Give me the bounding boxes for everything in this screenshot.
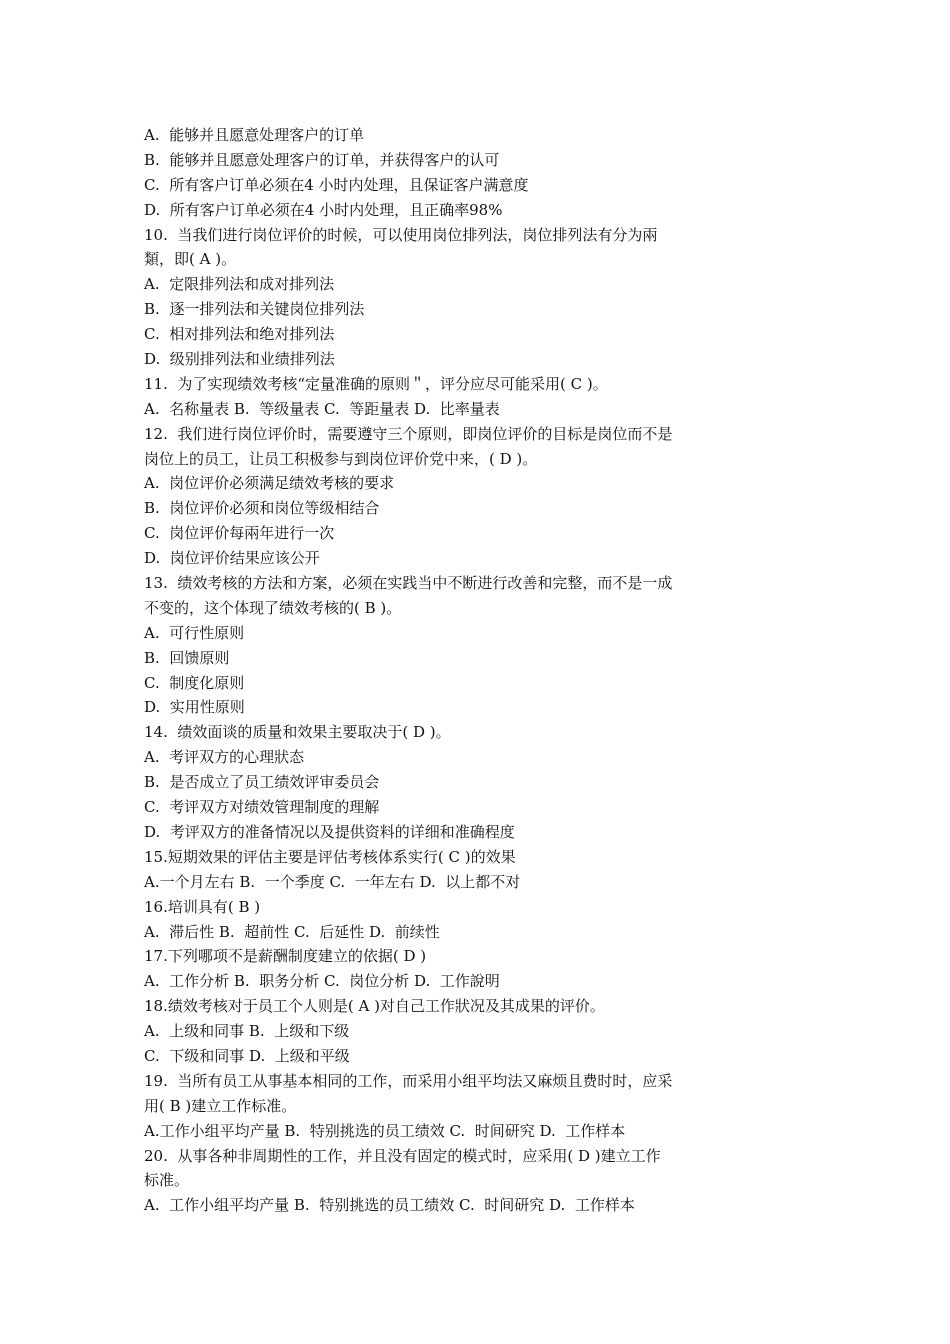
- text-line: C. 所有客户订单必须在4 小时内处理，且保证客户满意度: [144, 175, 529, 194]
- text-line: D. 实用性原则: [144, 698, 245, 717]
- text-line: 14. 绩效面谈的质量和效果主要取决于( D )。: [144, 723, 451, 742]
- text-line: B. 能够并且愿意处理客户的订单，并获得客户的认可: [144, 150, 500, 169]
- text-line: B. 岗位评价必须和岗位等级相结合: [144, 499, 380, 518]
- text-line: 13. 绩效考核的方法和方案，必须在实践当中不断进行改善和完整，而不是一成: [144, 574, 673, 593]
- text-line: C. 下级和同事 D. 上级和平级: [144, 1046, 350, 1065]
- text-line: 15.短期效果的评估主要是评估考核体系实行( C )的效果: [144, 847, 516, 866]
- text-line: 10. 当我们进行岗位评价的时候，可以使用岗位排列法，岗位排列法有分为兩: [144, 225, 658, 244]
- text-line: B. 是否成立了员工绩效评审委员会: [144, 773, 380, 792]
- text-line: 17.下列哪项不是薪酬制度建立的依据( D ): [144, 947, 427, 966]
- text-line: A. 滞后性 B. 超前性 C. 后延性 D. 前续性: [144, 922, 440, 941]
- text-line: C. 岗位评价每兩年进行一次: [144, 524, 335, 543]
- text-line: D. 所有客户订单必须在4 小时内处理，且正确率98%: [144, 200, 503, 219]
- text-line: C. 制度化原则: [144, 673, 245, 692]
- text-line: 标准。: [144, 1171, 190, 1190]
- text-line: A.一个月左右 B. 一个季度 C. 一年左右 D. 以上都不对: [144, 872, 521, 891]
- text-line: A.工作小组平均产量 B. 特别挑选的员工绩效 C. 时间研究 D. 工作样本: [144, 1121, 626, 1140]
- text-line: 20. 从事各种非周期性的工作，并且没有固定的模式时，应采用( D )建立工作: [144, 1146, 661, 1165]
- text-line: 岗位上的员工，让员工积极参与到岗位评价党中来，( D )。: [144, 449, 538, 468]
- text-line: 18.绩效考核对于员工个人则是( A )对自己工作狀况及其成果的评价。: [144, 997, 605, 1016]
- text-line: D. 级别排列法和业绩排列法: [144, 350, 335, 369]
- text-line: D. 考评双方的准备情况以及提供资料的详细和准确程度: [144, 822, 515, 841]
- text-line: 用( B )建立工作标准。: [144, 1096, 297, 1115]
- text-line: A. 上级和同事 B. 上级和下级: [144, 1022, 350, 1041]
- text-line: A. 可行性原则: [144, 623, 245, 642]
- text-line: 11. 为了实现绩效考核“定量准确的原则＂，评分应尽可能采用( C )。: [144, 374, 608, 393]
- text-line: A. 工作小组平均产量 B. 特别挑选的员工绩效 C. 时间研究 D. 工作样本: [144, 1196, 635, 1215]
- text-line: A. 岗位评价必须满足绩效考核的要求: [144, 474, 395, 493]
- text-line: 12. 我们进行岗位评价时，需要遵守三个原则，即岗位评价的目标是岗位而不是: [144, 424, 673, 443]
- text-line: B. 回馈原则: [144, 648, 230, 667]
- text-line: D. 岗位评价结果应该公开: [144, 549, 320, 568]
- text-line: C. 考评双方对绩效管理制度的理解: [144, 798, 380, 817]
- text-line: 不变的，这个体现了绩效考核的( B )。: [144, 598, 402, 617]
- text-line: A. 定限排列法和成对排列法: [144, 275, 335, 294]
- text-line: A. 能够并且愿意处理客户的订单: [144, 126, 365, 144]
- document-body: [144, 123, 744, 1218]
- text-line: C. 相对排列法和绝对排列法: [144, 325, 335, 344]
- text-line: A. 工作分析 B. 职务分析 C. 岗位分析 D. 工作說明: [144, 972, 500, 991]
- text-line: A. 名称量表 B. 等级量表 C. 等距量表 D. 比率量表: [144, 399, 500, 418]
- text-line: 19. 当所有员工从事基本相同的工作，而采用小组平均法又麻烦且费时时，应采: [144, 1071, 673, 1090]
- text-line: A. 考评双方的心理狀态: [144, 748, 305, 767]
- text-line: 類，即( A )。: [144, 250, 237, 269]
- text-line: 16.培训具有( B ): [144, 897, 261, 916]
- text-line: B. 逐一排列法和关键岗位排列法: [144, 300, 365, 319]
